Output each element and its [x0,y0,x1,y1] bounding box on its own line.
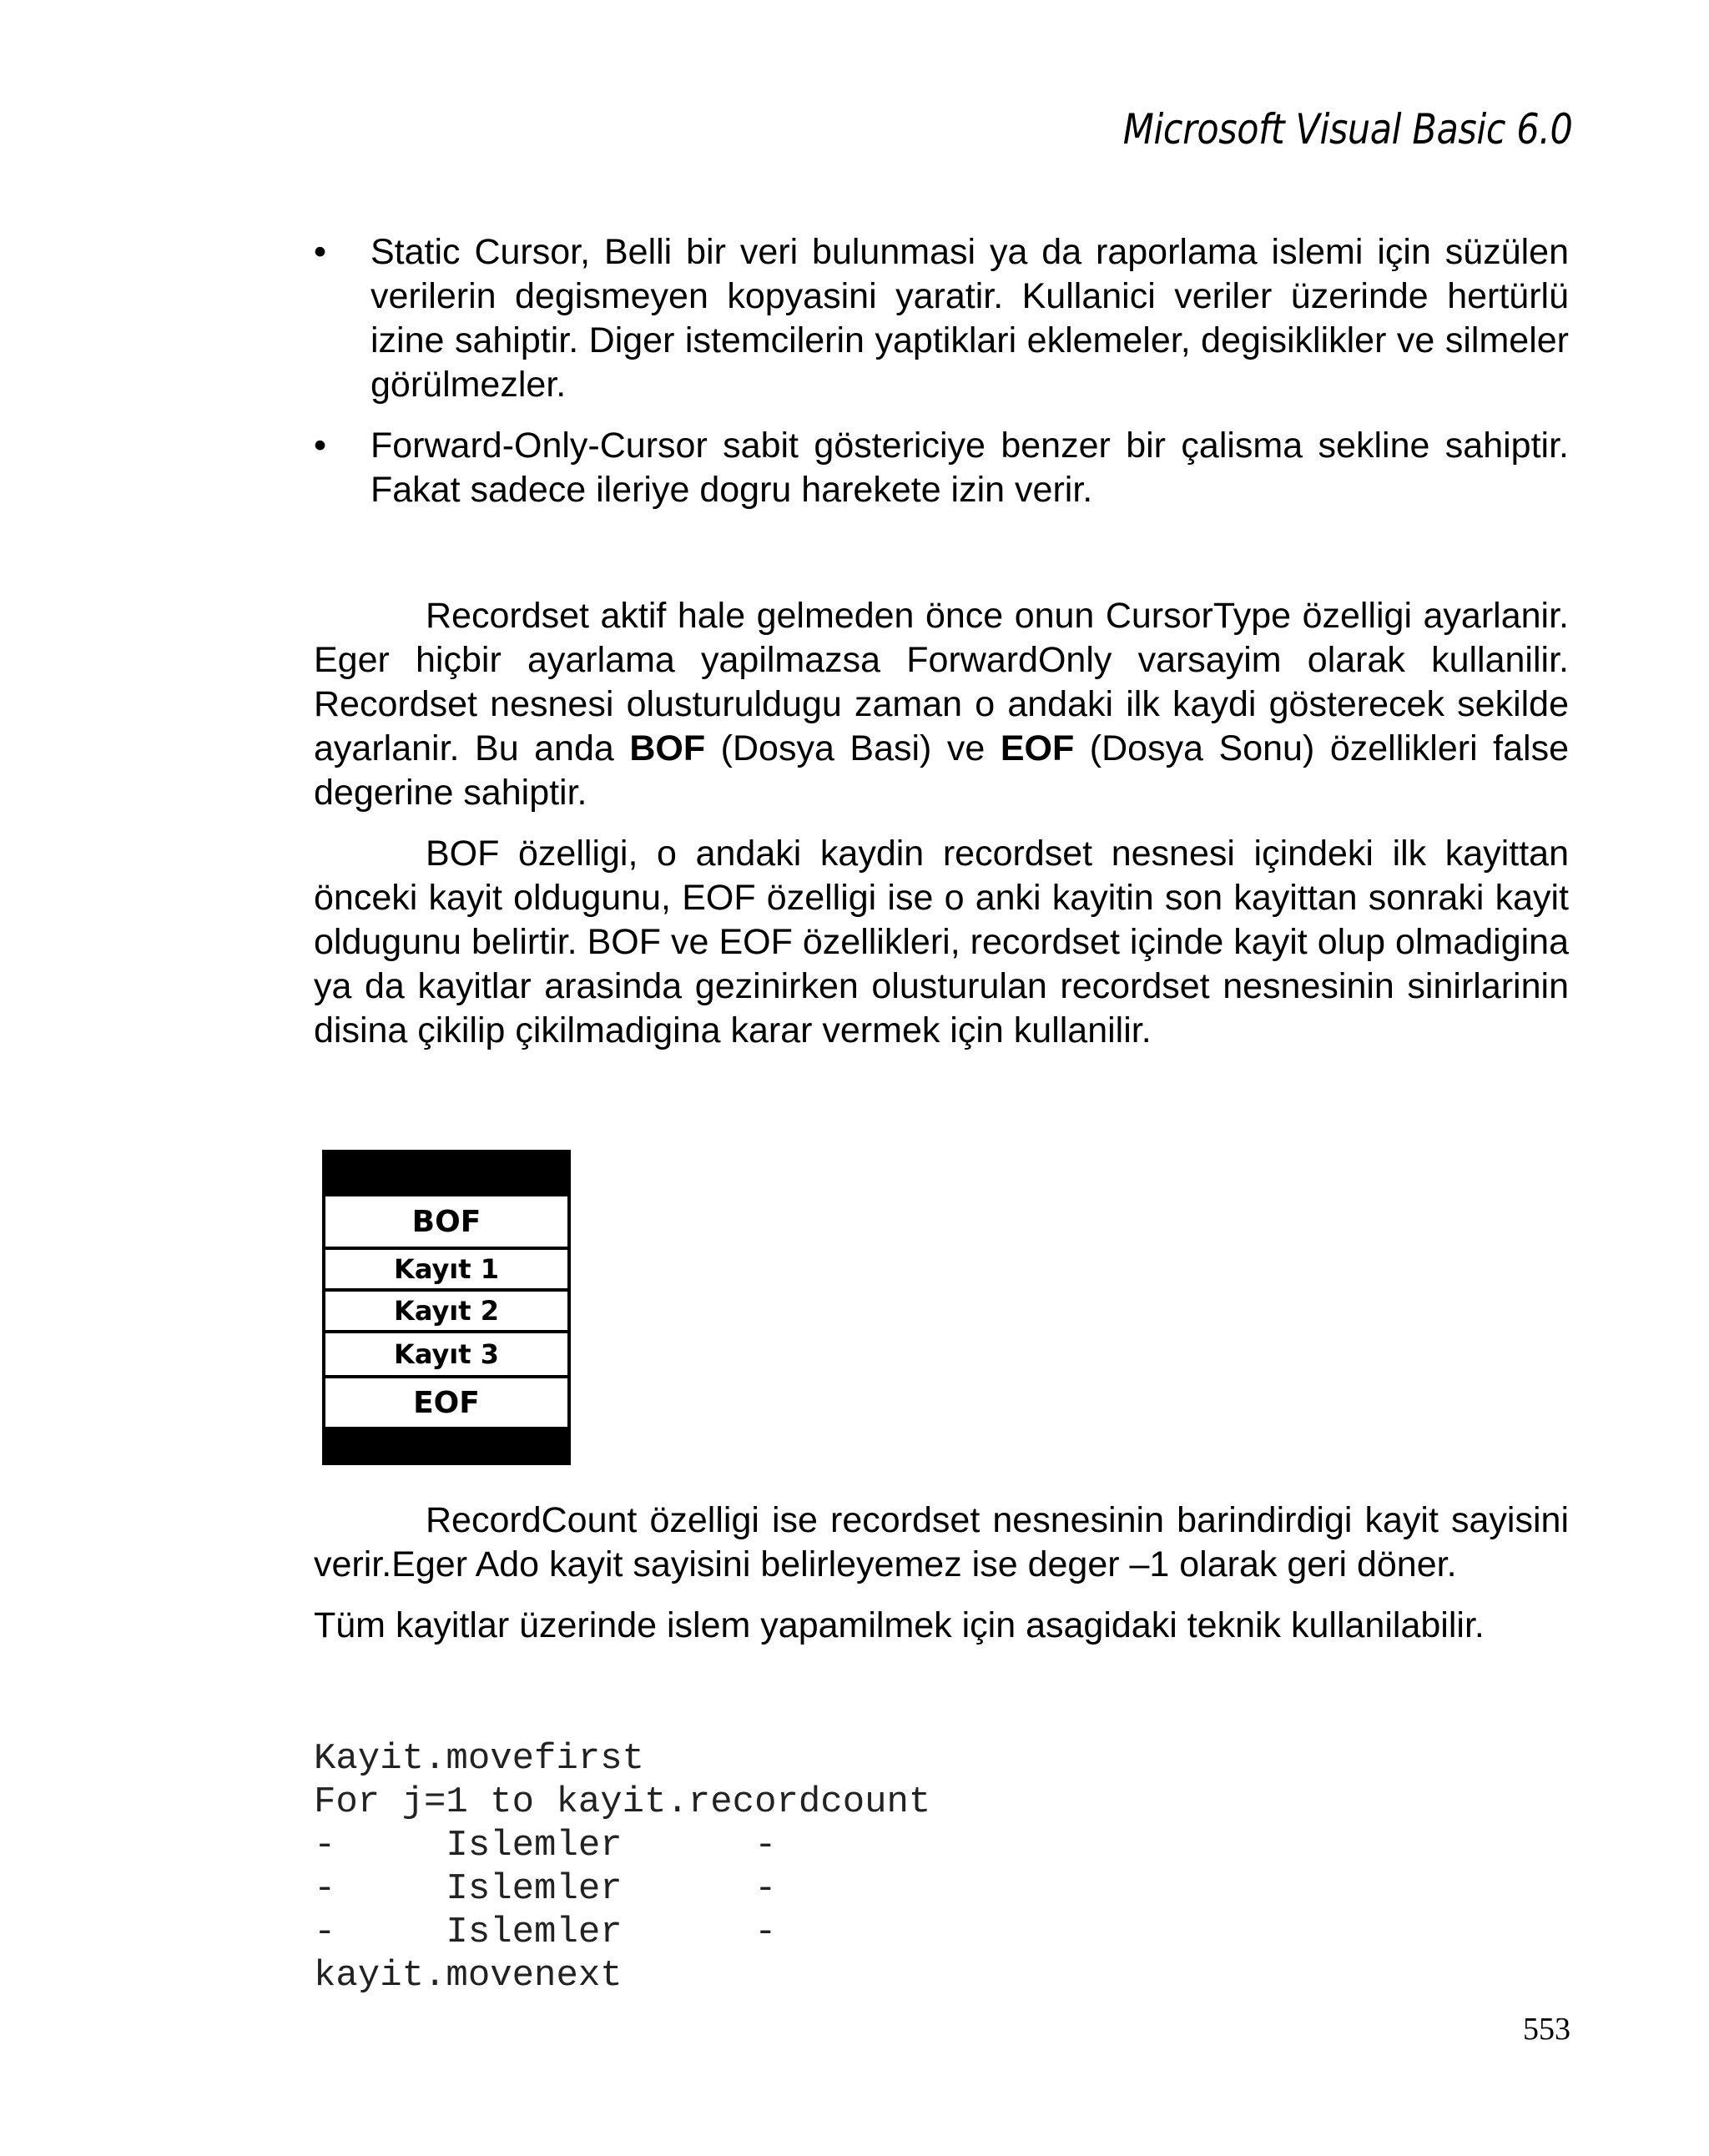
code-line: - Islemler - [314,1868,777,1910]
bullet-icon: • [314,426,327,466]
code-line: Kayit.movefirst [314,1738,645,1780]
code-line: kayit.movenext [314,1955,623,1997]
diagram-cell-record-1: Kayıt 1 [325,1250,567,1288]
diagram-cell-record-3: Kayıt 3 [325,1333,567,1375]
bullet-item-forward-only-cursor [314,424,1569,512]
paragraph-technique: Tüm kayitlar üzerinde islem yapamilmek için asagidaki teknik kullanilabilir. [314,1605,1485,1645]
paragraph-text: (Dosya Sonu) özellikleri false degerine sahiptir. [314,728,1570,813]
bullet-icon: • [314,232,327,272]
body-text-top [314,594,1569,1070]
paragraph-bof-eof: BOF özelligi, o andaki kaydin recordset nesnesi içindeki ilk kayittan önceki kayit oldugunu, EOF özelligi ise o anki kayitin son kayittan sonraki kayit oldugunu belirtir. BOF ve EOF özellikleri, recordset içinde kayit olup olmadigina ya da kayitlar arasinda gezinirken olusturulan recordset nesnesinin sinirlarinin disina çikilip çikilmadigina karar vermek için kullanilir. [314,834,1569,1050]
diagram-cell-eof: EOF [325,1378,567,1427]
recordset-diagram [322,1150,571,1465]
paragraph-text: Recordset aktif hale gelmeden önce onun CursorType özelligi ayarlanir. Eger hiçbir ayarlama yapilmazsa ForwardOnly varsayim olarak kullanilir. Recordset nesnesi olusturuldugu zaman o andaki ilk kaydi gösterecek sekilde ayarlanir. Bu anda [314,596,1569,768]
paragraph-cursortype [314,594,1569,815]
code-line: - Islemler - [314,1825,777,1866]
paragraph-recordcount: RecordCount özelligi ise recordset nesnesinin barindirdigi kayit sayisini verir.Eger Ado kayit sayisini belirleyemez ise deger –1 olarak geri döner. [314,1500,1569,1584]
code-line: For j=1 to kayit.recordcount [314,1781,931,1823]
code-line: - Islemler - [314,1912,777,1953]
bof-term: BOF [629,728,706,768]
paragraph-text: (Dosya Basi) ve [705,728,1001,768]
running-header: Microsoft Visual Basic 6.0 [1122,105,1572,154]
bullet-text: Static Cursor, Belli bir veri bulunmasi ya da raporlama islemi için süzülen verilerin degismeyen kopyasini yaratir. Kullanici veriler üzerinde hertürlü izine sahiptir. Diger istemcilerin yaptiklari eklemeler, degisiklikler ve silmeler görülmezler. [371,232,1569,405]
bullet-item-static-cursor [314,230,1569,407]
bullet-text: Forward-Only-Cursor sabit göstericiye benzer bir çalisma sekline sahiptir. Fakat sadece ileriye dogru harekete izin verir. [371,426,1569,510]
body-text-bottom [314,1499,1569,1665]
page-number: 553 [1523,2012,1570,2047]
bullet-list [314,230,1569,529]
diagram-cell-bof: BOF [325,1196,567,1247]
code-block [314,1737,930,1997]
eof-term: EOF [1000,728,1075,768]
diagram-cell-record-2: Kayıt 2 [325,1292,567,1330]
